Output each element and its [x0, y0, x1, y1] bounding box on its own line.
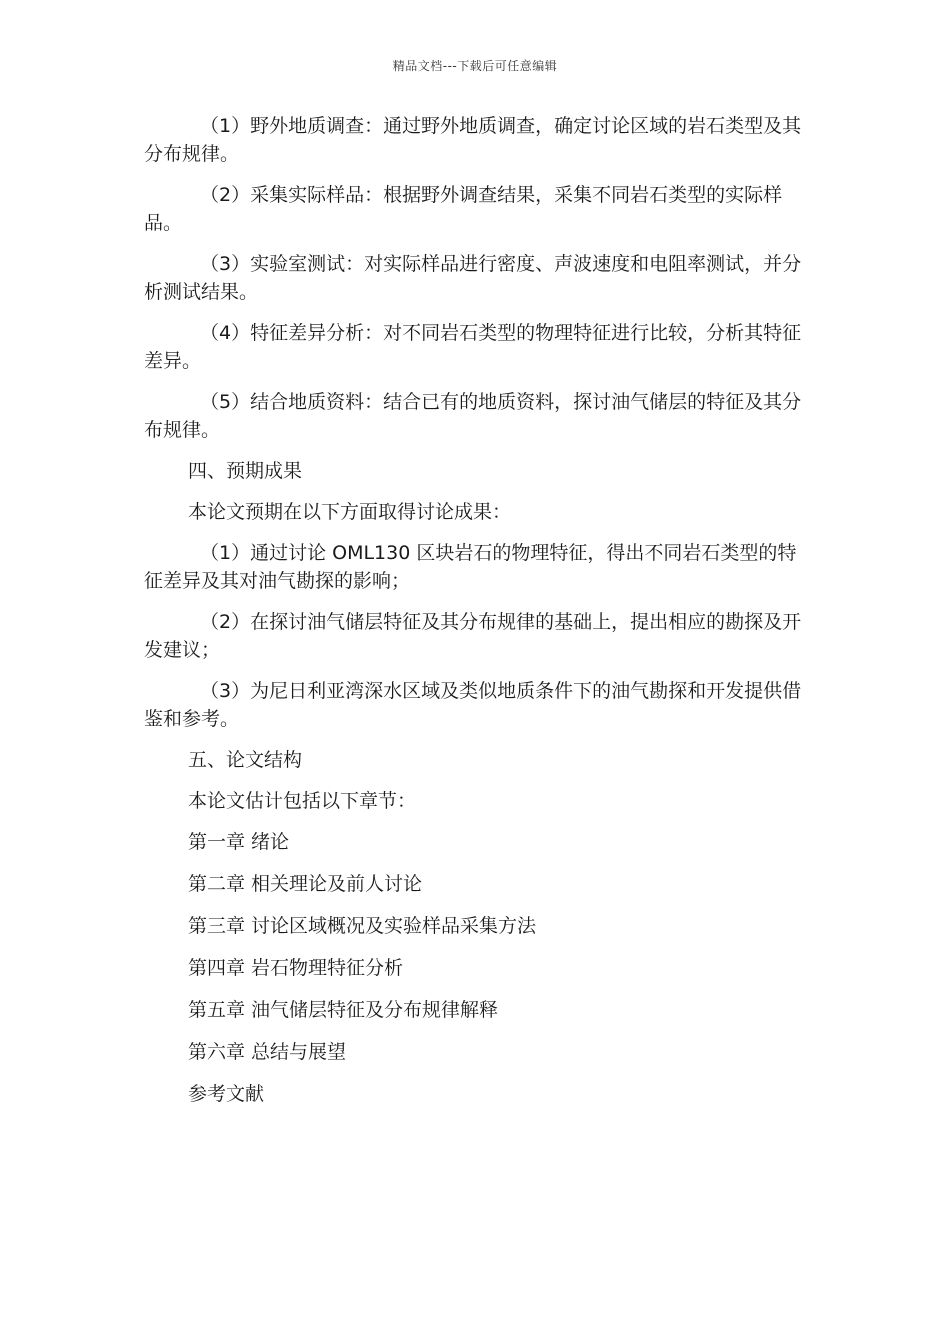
document-body	[144, 112, 808, 1122]
paragraph-result-1: （1）通过讨论 OML130 区块岩石的物理特征，得出不同岩石类型的特征差异及其对油气勘探的影响；	[144, 542, 797, 592]
chapter-5: 第五章 油气储层特征及分布规律解释	[188, 999, 499, 1021]
chapter-1: 第一章 绪论	[188, 831, 290, 853]
paragraph-result-3: （3）为尼日利亚湾深水区域及类似地质条件下的油气勘探和开发提供借鉴和参考。	[144, 680, 802, 730]
paragraph-method-1: （1）野外地质调查：通过野外地质调查，确定讨论区域的岩石类型及其分布规律。	[144, 115, 802, 165]
paragraph-result-2: （2）在探讨油气储层特征及其分布规律的基础上，提出相应的勘探及开发建议；	[144, 611, 802, 661]
paragraph-method-4: （4）特征差异分析：对不同岩石类型的物理特征进行比较，分析其特征差异。	[144, 322, 802, 372]
section-heading-expected-results: 四、预期成果	[188, 460, 303, 482]
paragraph-method-5: （5）结合地质资料：结合已有的地质资料，探讨油气储层的特征及其分布规律。	[144, 391, 802, 441]
page-header: 精品文档---下载后可任意编辑	[392, 59, 558, 73]
chapter-4: 第四章 岩石物理特征分析	[188, 957, 404, 979]
chapter-6: 第六章 总结与展望	[188, 1041, 347, 1063]
chapter-3: 第三章 讨论区域概况及实验样品采集方法	[188, 915, 537, 937]
paragraph-method-2: （2）采集实际样品：根据野外调查结果，采集不同岩石类型的实际样品。	[144, 184, 783, 234]
references-heading: 参考文献	[188, 1083, 265, 1105]
chapter-2: 第二章 相关理论及前人讨论	[188, 873, 423, 895]
section-heading-structure: 五、论文结构	[188, 749, 303, 771]
paragraph-results-intro: 本论文预期在以下方面取得讨论成果：	[188, 501, 512, 523]
paragraph-structure-intro: 本论文估计包括以下章节：	[188, 790, 417, 812]
paragraph-method-3: （3）实验室测试：对实际样品进行密度、声波速度和电阻率测试，并分析测试结果。	[144, 253, 802, 303]
